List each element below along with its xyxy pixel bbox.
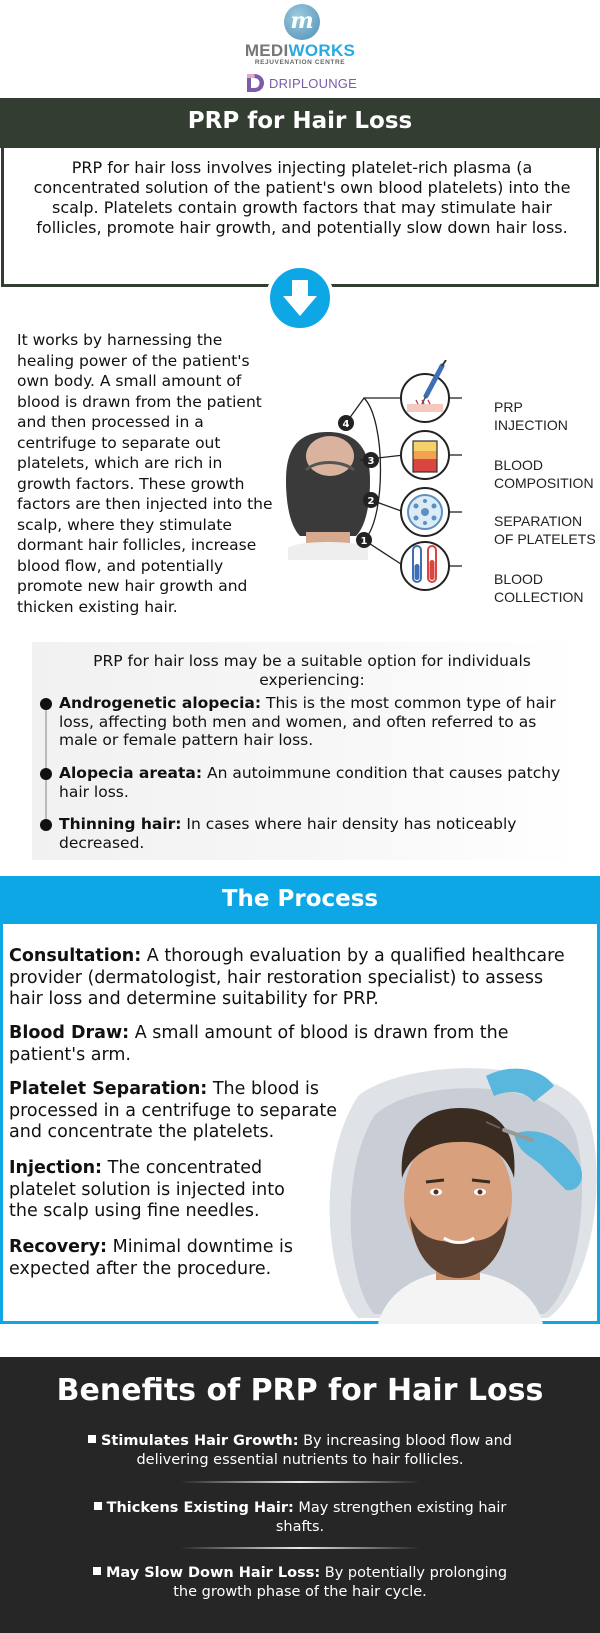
benefit-term: May Slow Down Hair Loss:: [105, 1565, 321, 1581]
process-step: [9, 946, 569, 1011]
benefit-divider: [180, 1481, 420, 1483]
process-step-desc: Minimal downtime is expected after the procedure.: [9, 1237, 294, 1279]
step-1-label: [494, 570, 583, 606]
drip-lounge-logo: [244, 72, 357, 94]
step-2-label: [494, 512, 596, 548]
process-step-term: Blood Draw:: [9, 1023, 130, 1043]
suitable-conditions-box: [32, 642, 580, 860]
step-3-label-line1: BLOOD: [494, 457, 544, 473]
petri-dish-icon: [401, 488, 449, 536]
process-step-desc: A thorough evaluation by a qualified healthcare provider (dermatologist, hair restoration specialist) to assess hair loss and determine suitability for PRP.: [9, 946, 565, 1009]
benefit-term: Thickens Existing Hair:: [106, 1500, 294, 1516]
blood-composition-icon: [401, 431, 449, 479]
process-step-term: Injection:: [9, 1158, 103, 1178]
process-step-desc: The blood is processed in a centrifuge to separate and concentrate the platelets.: [9, 1079, 337, 1142]
step-1-label-line2: COLLECTION: [494, 589, 584, 605]
benefit-divider: [180, 1547, 420, 1549]
step-2-label-line1: SEPARATION: [494, 513, 583, 529]
test-tubes-icon: [401, 542, 449, 590]
syringe-icon: [401, 360, 449, 422]
page-title: PRP for Hair Loss: [187, 108, 413, 134]
step-4-label-line1: PRP: [494, 399, 523, 415]
how-it-works-text: It works by harnessing the healing power of the patient's own body. A small amount of blood is drawn from the patient and then processed in a centrifuge to separate out platelets, which are rich in growth factors. These growth factors are then injected into the scalp, where they stimulate dormant hair follicles, increase blood flow, and potentially promote new hair growth and thicken existing hair.: [17, 331, 273, 616]
mediworks-logo-icon: [284, 4, 320, 40]
step-1-label-line1: BLOOD: [494, 571, 544, 587]
benefits-section: [0, 1357, 600, 1633]
step-4-label: [494, 398, 568, 434]
bullet-icon: [40, 768, 52, 780]
step-4-label-line2: INJECTION: [494, 417, 568, 433]
bullet-icon: [40, 698, 52, 710]
process-step: [9, 1158, 299, 1223]
suitable-item: [59, 694, 564, 750]
benefit-desc: By increasing blood flow and delivering essential nutrients to hair follicles.: [136, 1433, 513, 1468]
process-step: [9, 1023, 509, 1066]
suitable-item-term: Androgenetic alopecia:: [59, 694, 262, 712]
man-scalp-injection-photo: [318, 1056, 600, 1324]
benefit-term: Stimulates Hair Growth:: [100, 1433, 299, 1449]
drip-lounge-text: DRIPLOUNGE: [269, 75, 357, 91]
step-1-number: 1: [360, 536, 368, 547]
step-3-label: [494, 456, 594, 492]
intro-description: PRP for hair loss involves injecting platelet-rich plasma (a concentrated solution of the patient's own blood platelets) into the scalp. Platelets contain growth factors that may stimulate hair follicles, promote hair growth, and potentially slow down hair loss.: [33, 158, 571, 237]
suitable-title: PRP for hair loss may be a suitable option for individuals experiencing:: [93, 652, 531, 689]
benefit-desc: By potentially prolonging the growth phase of the hair cycle.: [173, 1565, 508, 1600]
brand-name: [0, 41, 600, 61]
benefit-desc: May strengthen existing hair shafts.: [275, 1500, 507, 1535]
suitable-item-desc: In cases where hair density has noticeably decreased.: [59, 815, 517, 852]
suitable-item: [59, 815, 564, 852]
header: [0, 0, 600, 98]
process-step: [9, 1237, 309, 1280]
step-2-label-line2: OF PLATELETS: [494, 531, 596, 547]
brand-part2: WORKS: [288, 41, 356, 60]
step-3-label-line2: COMPOSITION: [494, 475, 594, 491]
process-title: The Process: [221, 886, 379, 912]
process-title-bar: [0, 876, 600, 924]
suitable-item: [59, 764, 564, 801]
step-4-number: 4: [342, 419, 350, 430]
down-arrow-icon: [266, 264, 334, 332]
process-step-term: Recovery:: [9, 1237, 108, 1257]
process-step: [9, 1079, 355, 1144]
process-step-term: Platelet Separation:: [9, 1079, 208, 1099]
suitable-item-term: Thinning hair:: [59, 815, 182, 833]
logo-letter: m: [290, 8, 314, 34]
step-2-number: 2: [367, 496, 375, 507]
step-3-number: 3: [367, 456, 375, 467]
benefit-item: [84, 1564, 516, 1601]
suitable-item-term: Alopecia areata:: [59, 764, 203, 782]
process-step-desc: The concentrated platelet solution is injected into the scalp using fine needles.: [9, 1158, 285, 1221]
brand-subtitle: REJUVENATION CENTRE: [254, 59, 346, 66]
suitable-item-desc: An autoimmune condition that causes patchy hair loss.: [59, 764, 561, 801]
intro-title-bar: [0, 98, 600, 148]
suitable-item-desc: This is the most common type of hair loss, affecting both men and women, and often referred to as male or female pattern hair loss.: [59, 694, 556, 749]
bullet-icon: [40, 819, 52, 831]
benefit-item: [84, 1432, 516, 1469]
process-step-desc: A small amount of blood is drawn from the patient's arm.: [9, 1023, 509, 1065]
benefit-item: [84, 1499, 516, 1536]
process-step-term: Consultation:: [9, 946, 142, 966]
square-bullet-icon: [93, 1567, 101, 1575]
suitable-list-line: [45, 704, 47, 830]
drip-lounge-icon: [244, 72, 266, 94]
brand-part1: MEDI: [244, 41, 289, 60]
square-bullet-icon: [88, 1435, 96, 1443]
benefits-title: Benefits of PRP for Hair Loss: [56, 1373, 544, 1408]
square-bullet-icon: [94, 1502, 102, 1510]
